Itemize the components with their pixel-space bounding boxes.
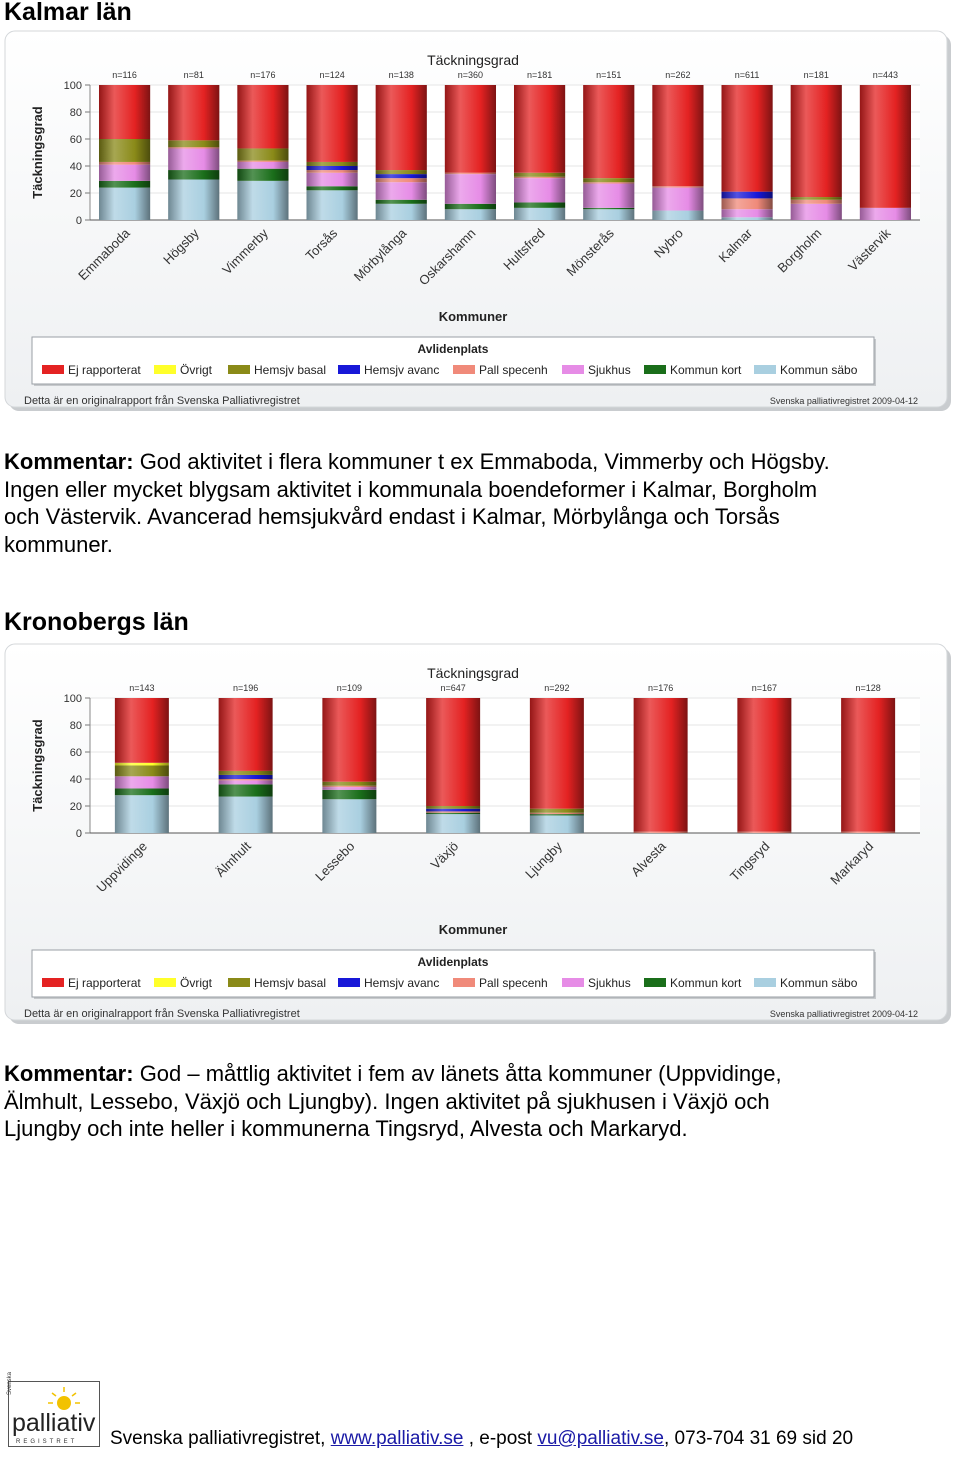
- legend-title: Avlidenplats: [417, 342, 489, 356]
- legend-entry: Hemsjv avanc: [364, 363, 440, 377]
- x-tick-label: Mönsterås: [563, 225, 617, 280]
- legend-entry: Kommun kort: [670, 976, 742, 990]
- x-axis-title: Kommuner: [438, 922, 508, 937]
- bar-segment: [426, 809, 480, 812]
- legend-entry: Kommun säbo: [780, 976, 858, 990]
- bar-segment: [237, 85, 288, 148]
- bar-segment: [376, 170, 427, 174]
- plot-area: [90, 698, 920, 833]
- y-tick-label: 20: [69, 801, 82, 813]
- x-tick-label: Högsby: [160, 225, 202, 268]
- n-label: n=181: [526, 70, 553, 80]
- legend-swatch: [562, 365, 584, 374]
- page-footer: [0, 1371, 960, 1455]
- n-label: n=196: [232, 683, 259, 693]
- x-tick-label: Oskarshamn: [415, 225, 479, 289]
- bar-segment: [841, 698, 895, 832]
- y-tick-label: 0: [75, 828, 82, 840]
- bar-segment: [791, 200, 842, 204]
- logo-small-bottom: REGISTRET: [16, 1439, 78, 1445]
- legend-swatch: [228, 978, 250, 987]
- footer-text: Svenska palliativregistret,: [110, 1428, 331, 1449]
- n-label: n=292: [544, 683, 570, 693]
- legend-entry: Pall specenh: [479, 363, 548, 377]
- bar-segment: [376, 200, 427, 204]
- x-tick-label: Tingsryd: [726, 838, 773, 885]
- bar-segment: [219, 775, 273, 779]
- bar-segment: [634, 832, 688, 833]
- comment-kalmar: [4, 448, 934, 558]
- legend-entry: Ej rapporterat: [68, 363, 141, 377]
- bar-segment: [737, 698, 791, 832]
- legend-swatch: [562, 978, 584, 987]
- n-label: n=81: [183, 70, 204, 80]
- bar-segment: [514, 85, 565, 173]
- x-tick-label: Vimmerby: [219, 225, 272, 278]
- y-axis-title: Täckningsgrad: [30, 719, 45, 812]
- bar-segment: [583, 208, 634, 209]
- bar-segment: [426, 698, 480, 806]
- legend-entry: Hemsjv basal: [254, 363, 327, 377]
- y-tick-label: 60: [69, 134, 82, 146]
- bar-segment: [322, 782, 376, 786]
- legend-entry: Kommun säbo: [780, 363, 858, 377]
- bar-segment: [376, 85, 427, 170]
- n-label: n=138: [388, 70, 414, 80]
- bar-segment: [99, 162, 150, 165]
- bar-segment: [237, 181, 288, 220]
- bar-segment: [237, 169, 288, 181]
- bar-segment: [530, 814, 584, 815]
- y-tick-label: 80: [69, 720, 82, 732]
- bar-segment: [219, 698, 273, 771]
- section-heading-kalmar: Kalmar län: [4, 0, 132, 26]
- bar-segment: [322, 799, 376, 833]
- chart-kalmar: [4, 30, 954, 414]
- bar-segment: [652, 188, 703, 211]
- bar-segment: [376, 182, 427, 200]
- bar-segment: [168, 180, 219, 221]
- bar-segment: [791, 204, 842, 220]
- bar-segment: [721, 192, 772, 199]
- bar-segment: [168, 85, 219, 140]
- bar-segment: [99, 181, 150, 188]
- x-tick-label: Lessebo: [312, 838, 358, 884]
- legend-entry: Kommun kort: [670, 363, 742, 377]
- y-tick-label: 60: [69, 747, 82, 759]
- chart-title: Täckningsgrad: [427, 52, 519, 68]
- n-label: n=143: [129, 683, 155, 693]
- legend-swatch: [154, 978, 176, 987]
- legend-swatch: [754, 365, 776, 374]
- bar-segment: [306, 85, 357, 162]
- bar-segment: [115, 766, 169, 777]
- bar-segment: [219, 780, 273, 784]
- bar-segment: [322, 786, 376, 787]
- bar-segment: [306, 166, 357, 170]
- legend-swatch: [154, 365, 176, 374]
- x-tick-label: Västervik: [845, 225, 894, 274]
- y-axis-title: Täckningsgrad: [30, 106, 45, 199]
- x-tick-label: Kalmar: [715, 225, 756, 266]
- x-tick-label: Torsås: [302, 225, 341, 264]
- bar-segment: [115, 788, 169, 795]
- bar-segment: [652, 211, 703, 220]
- bar-segment: [306, 170, 357, 173]
- bar-segment: [791, 197, 842, 200]
- bar-segment: [583, 182, 634, 183]
- chart-kronoberg: [4, 643, 954, 1027]
- n-label: n=181: [803, 70, 829, 80]
- legend-entry: Övrigt: [180, 363, 213, 377]
- website-link[interactable]: www.palliativ.se: [330, 1428, 464, 1449]
- bar-segment: [514, 178, 565, 202]
- bar-segment: [237, 162, 288, 169]
- bar-segment: [445, 209, 496, 220]
- legend-swatch: [228, 365, 250, 374]
- comment-label: Kommentar:: [4, 449, 134, 474]
- x-tick-label: Nybro: [650, 225, 687, 261]
- n-label: n=116: [112, 70, 137, 80]
- legend-entry: Sjukhus: [588, 976, 631, 990]
- section-heading-kronoberg: Kronobergs län: [4, 608, 189, 636]
- comment-line: God – måttlig aktivitet i fem av länets åtta kommuner (Uppvidinge,: [133, 1061, 782, 1086]
- legend-entry: Pall specenh: [479, 976, 548, 990]
- y-tick-label: 40: [69, 774, 82, 786]
- bar-segment: [426, 806, 480, 809]
- comment-kronoberg: [4, 1060, 934, 1143]
- bar-segment: [99, 165, 150, 181]
- bar-segment: [322, 790, 376, 799]
- bar-segment: [583, 209, 634, 220]
- legend-swatch: [338, 978, 360, 987]
- bar-segment: [860, 85, 911, 208]
- bar-segment: [219, 784, 273, 796]
- n-label: n=647: [440, 683, 466, 693]
- logo-wordmark: palliativ: [12, 1409, 96, 1437]
- bar-segment: [168, 170, 219, 179]
- bar-segment: [376, 174, 427, 178]
- bar-segment: [445, 204, 496, 209]
- bar-segment: [530, 813, 584, 814]
- bar-segment: [530, 698, 584, 809]
- bar-segment: [426, 814, 480, 833]
- x-tick-label: Alvesta: [627, 838, 669, 880]
- n-label: n=262: [665, 70, 691, 80]
- x-tick-label: Älmhult: [212, 838, 254, 880]
- bar-segment: [99, 188, 150, 220]
- n-label: n=360: [457, 70, 484, 80]
- y-tick-label: 80: [69, 107, 82, 119]
- legend-entry: Övrigt: [180, 976, 213, 990]
- y-tick-label: 100: [63, 693, 82, 705]
- bar-segment: [306, 186, 357, 190]
- bar-segment: [634, 698, 688, 832]
- x-tick-label: Markaryd: [827, 838, 877, 888]
- bar-segment: [530, 815, 584, 833]
- bar-segment: [306, 173, 357, 187]
- bar-segment: [426, 813, 480, 814]
- legend-swatch: [754, 978, 776, 987]
- footer-text: , e-post: [463, 1428, 538, 1449]
- y-tick-label: 0: [75, 215, 82, 227]
- bar-segment: [721, 85, 772, 192]
- bar-segment: [322, 698, 376, 782]
- bar-segment: [860, 208, 911, 220]
- bar-segment: [721, 209, 772, 217]
- y-tick-label: 40: [69, 161, 82, 173]
- bar-segment: [306, 190, 357, 220]
- bar-segment: [237, 148, 288, 160]
- email-link[interactable]: vu@palliativ.se: [537, 1428, 664, 1449]
- bar-segment: [737, 832, 791, 833]
- bar-segment: [514, 208, 565, 220]
- x-tick-label: Växjö: [427, 838, 462, 873]
- x-tick-label: Hultsfred: [500, 225, 548, 273]
- legend-entry: Ej rapporterat: [68, 976, 141, 990]
- bar-segment: [376, 204, 427, 220]
- bar-segment: [514, 202, 565, 207]
- bar-segment: [652, 186, 703, 187]
- comment-line: kommuner.: [4, 531, 113, 557]
- bar-segment: [168, 147, 219, 148]
- bar-segment: [115, 776, 169, 788]
- bar-segment: [168, 148, 219, 170]
- n-label: n=176: [250, 70, 276, 80]
- comment-label: Kommentar:: [4, 1061, 134, 1086]
- bar-segment: [514, 177, 565, 178]
- x-tick-label: Emmaboda: [75, 225, 133, 284]
- bar-segment: [115, 795, 169, 833]
- x-tick-label: Mörbylånga: [350, 225, 410, 285]
- bar-segment: [583, 85, 634, 178]
- chart-panel-kalmar: [4, 30, 954, 414]
- bar-segment: [583, 178, 634, 182]
- bar-segment: [219, 797, 273, 833]
- bar-segment: [237, 161, 288, 162]
- x-tick-label: Uppvidinge: [93, 838, 150, 896]
- chart-title: Täckningsgrad: [427, 665, 519, 681]
- bar-segment: [445, 173, 496, 174]
- bar-segment: [99, 85, 150, 139]
- n-label: n=109: [336, 683, 363, 693]
- bar-segment: [115, 763, 169, 766]
- source-note: Detta är en originalrapport från Svenska Palliativregistret: [24, 395, 300, 407]
- n-label: n=611: [734, 70, 760, 80]
- footer-text: , 073-704 31 69 sid 20: [664, 1428, 854, 1449]
- bar-segment: [514, 173, 565, 177]
- bar-segment: [445, 174, 496, 204]
- chart-panel-kronoberg: [4, 643, 954, 1027]
- bar-segment: [322, 787, 376, 790]
- comment-line: Ingen eller mycket blygsam aktivitet i kommunala boendeformer i Kalmar, Borgholm: [4, 476, 818, 502]
- comment-line: Älmhult, Lessebo, Växjö och Ljungby). Ingen aktivitet på sjukhusen i Växjö och: [4, 1088, 770, 1114]
- n-label: n=128: [855, 683, 881, 693]
- legend-title: Avlidenplats: [417, 955, 489, 969]
- footer-contact: [110, 1428, 853, 1450]
- legend-swatch: [42, 978, 64, 987]
- y-tick-label: 20: [69, 188, 82, 200]
- legend-swatch: [338, 365, 360, 374]
- logo-small-top: Svenska: [7, 1371, 13, 1395]
- x-axis-title: Kommuner: [438, 309, 508, 324]
- bar-segment: [652, 85, 703, 186]
- x-tick-label: Borgholm: [774, 225, 825, 276]
- legend-swatch: [453, 365, 475, 374]
- bar-segment: [530, 809, 584, 813]
- y-tick-label: 100: [63, 80, 82, 92]
- bar-segment: [168, 140, 219, 147]
- legend-entry: Sjukhus: [588, 363, 631, 377]
- bar-segment: [445, 85, 496, 173]
- n-label: n=124: [319, 70, 345, 80]
- comment-line: Ljungby och inte heller i kommunerna Tingsryd, Alvesta och Markaryd.: [4, 1116, 688, 1141]
- n-label: n=151: [596, 70, 622, 80]
- bar-segment: [219, 771, 273, 775]
- bar-segment: [219, 779, 273, 780]
- bar-segment: [841, 832, 895, 833]
- bar-segment: [376, 178, 427, 182]
- legend-entry: Hemsjv avanc: [364, 976, 440, 990]
- bar-segment: [721, 198, 772, 209]
- x-tick-label: Ljungby: [522, 838, 565, 882]
- bar-segment: [791, 85, 842, 197]
- comment-line: God aktivitet i flera kommuner t ex Emmaboda, Vimmerby och Högsby.: [133, 449, 830, 474]
- bar-segment: [583, 184, 634, 208]
- legend-entry: Hemsjv basal: [254, 976, 327, 990]
- bar-segment: [115, 698, 169, 763]
- source-note: Detta är en originalrapport från Svenska Palliativregistret: [24, 1008, 300, 1020]
- n-label: n=167: [751, 683, 778, 693]
- report-date: Svenska palliativregistret 2009-04-12: [769, 1009, 918, 1019]
- comment-line: och Västervik. Avancerad hemsjukvård endast i Kalmar, Mörbylånga och Torsås: [4, 504, 780, 529]
- legend-swatch: [644, 978, 666, 987]
- legend-swatch: [644, 365, 666, 374]
- bar-segment: [721, 217, 772, 220]
- legend-swatch: [42, 365, 64, 374]
- n-label: n=443: [872, 70, 899, 80]
- bar-segment: [99, 139, 150, 162]
- palliativ-logo: [7, 1371, 100, 1447]
- legend-swatch: [453, 978, 475, 987]
- bar-segment: [426, 811, 480, 812]
- n-label: n=176: [647, 683, 674, 693]
- bar-segment: [306, 162, 357, 166]
- report-date: Svenska palliativregistret 2009-04-12: [769, 396, 918, 406]
